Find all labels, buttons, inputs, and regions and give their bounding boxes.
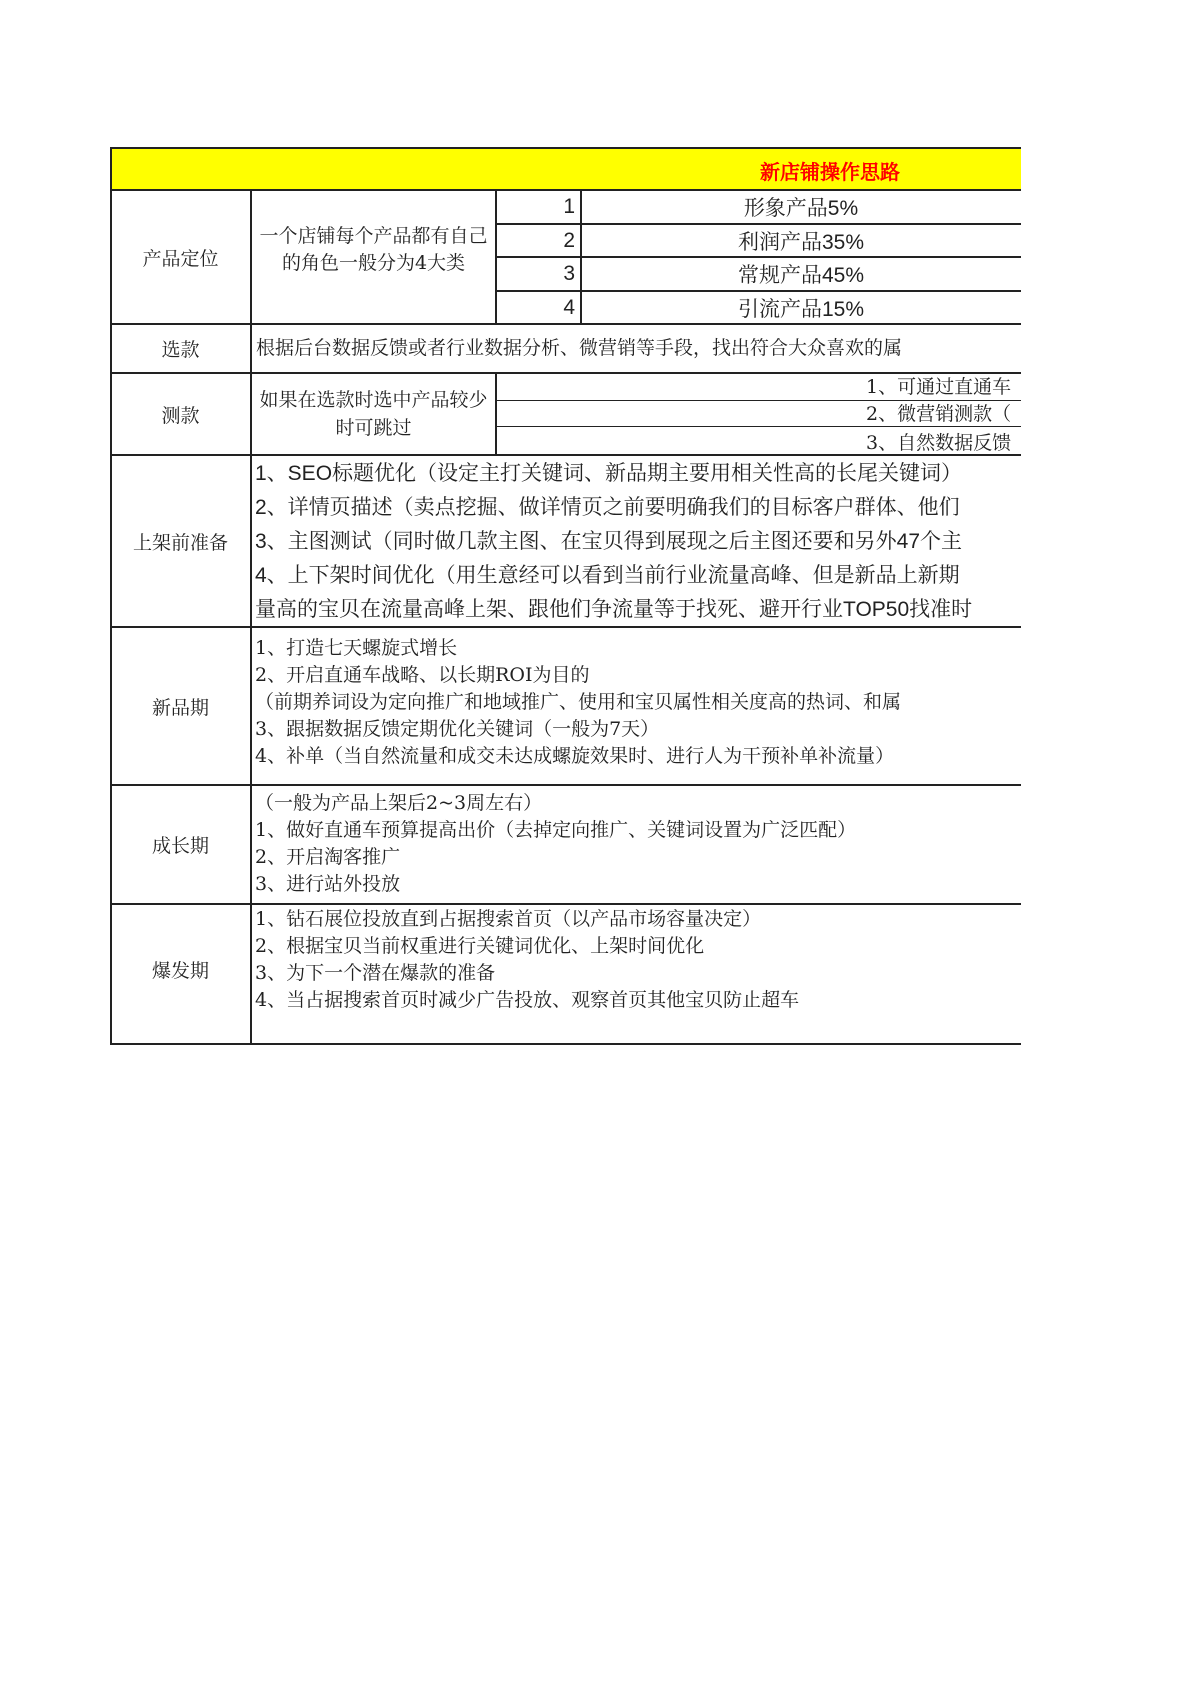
explosion-line: 3、为下一个潜在爆款的准备 bbox=[255, 962, 496, 984]
testing-item-3[interactable]: 3、自然数据反馈 bbox=[866, 432, 1012, 454]
selection-label[interactable]: 选款 bbox=[161, 339, 200, 361]
grid-line bbox=[110, 784, 1021, 786]
grid-line bbox=[580, 189, 582, 324]
positioning-item-no-1[interactable]: 1 bbox=[563, 195, 575, 218]
grid-line bbox=[496, 400, 1021, 401]
positioning-item-4[interactable]: 引流产品15% bbox=[737, 297, 865, 321]
positioning-item-2[interactable]: 利润产品35% bbox=[737, 230, 865, 254]
selection-text[interactable]: 根据后台数据反馈或者行业数据分析、微营销等手段，找出符合大众喜欢的属 bbox=[256, 337, 903, 359]
spreadsheet-table bbox=[110, 147, 1021, 1045]
prelaunch-line: 量高的宝贝在流量高峰上架、跟他们争流量等于找死、避开行业TOP50找准时 bbox=[255, 598, 973, 621]
grid-line bbox=[110, 454, 1021, 456]
sheet-title: 新店铺操作思路 bbox=[760, 160, 900, 184]
grid-line bbox=[496, 290, 1021, 292]
positioning-item-no-4[interactable]: 4 bbox=[563, 296, 575, 319]
explosion-label[interactable]: 爆发期 bbox=[151, 960, 209, 982]
new-product-label[interactable]: 新品期 bbox=[151, 696, 209, 719]
positioning-description[interactable]: 一个店铺每个产品都有自己的角色一般分为4大类 bbox=[259, 225, 488, 274]
positioning-item-no-2[interactable]: 2 bbox=[563, 229, 575, 252]
prelaunch-label[interactable]: 上架前准备 bbox=[132, 531, 228, 554]
testing-label[interactable]: 测款 bbox=[161, 404, 200, 427]
new-product-content[interactable] bbox=[253, 635, 1021, 785]
growth-line: 1、做好直通车预算提高出价（去掉定向推广、关键词设置为广泛匹配） bbox=[255, 819, 857, 841]
new-product-line: 4、补单（当自然流量和成交未达成螺旋效果时、进行人为干预补单补流量） bbox=[255, 745, 895, 767]
grid-line bbox=[110, 903, 1021, 905]
testing-item-2[interactable]: 2、微营销测款（ bbox=[866, 403, 1012, 425]
growth-line: 2、开启淘客推广 bbox=[255, 846, 401, 868]
new-product-line: （前期养词设为定向推广和地域推广、使用和宝贝属性相关度高的热词、和属 bbox=[255, 691, 902, 713]
new-product-line: 1、打造七天螺旋式增长 bbox=[255, 637, 458, 659]
explosion-line: 2、根据宝贝当前权重进行关键词优化、上架时间优化 bbox=[255, 935, 705, 957]
explosion-line: 1、钻石展位投放直到占据搜索首页（以产品市场容量决定） bbox=[255, 908, 762, 930]
grid-line bbox=[110, 323, 1021, 325]
title-cell[interactable] bbox=[110, 147, 1021, 190]
grid-line bbox=[110, 147, 1021, 149]
new-product-line: 2、开启直通车战略、以长期ROI为目的 bbox=[255, 664, 590, 686]
prelaunch-line: 1、SEO标题优化（设定主打关键词、新品期主要用相关性高的长尾关键词） bbox=[255, 462, 963, 485]
grid-line bbox=[496, 223, 1021, 225]
grid-line bbox=[110, 147, 112, 1045]
grid-line bbox=[496, 426, 1021, 427]
grid-line bbox=[495, 372, 497, 455]
grid-line bbox=[110, 1043, 1021, 1045]
growth-label[interactable]: 成长期 bbox=[151, 835, 209, 857]
grid-line bbox=[250, 189, 252, 1045]
prelaunch-content[interactable] bbox=[253, 457, 1021, 627]
positioning-item-1[interactable]: 形象产品5% bbox=[743, 197, 859, 220]
positioning-item-no-3[interactable]: 3 bbox=[563, 262, 575, 285]
positioning-item-3[interactable]: 常规产品45% bbox=[737, 264, 865, 287]
grid-line bbox=[110, 189, 1021, 191]
prelaunch-line: 2、详情页描述（卖点挖掘、做详情页之前要明确我们的目标客户群体、他们 bbox=[255, 496, 960, 519]
growth-line: （一般为产品上架后2~3周左右） bbox=[255, 792, 543, 814]
grid-line bbox=[496, 256, 1021, 258]
growth-content[interactable] bbox=[253, 790, 1021, 904]
growth-line: 3、进行站外投放 bbox=[255, 873, 401, 895]
grid-line bbox=[495, 189, 497, 324]
grid-line bbox=[110, 372, 1021, 374]
explosion-content[interactable] bbox=[253, 906, 1021, 1045]
explosion-line: 4、当占据搜索首页时减少广告投放、观察首页其他宝贝防止超车 bbox=[255, 989, 800, 1011]
prelaunch-line: 4、上下架时间优化（用生意经可以看到当前行业流量高峰、但是新品上新期 bbox=[255, 564, 960, 587]
positioning-label[interactable]: 产品定位 bbox=[142, 247, 219, 270]
testing-item-1[interactable]: 1、可通过直通车 bbox=[866, 376, 1012, 398]
testing-description[interactable]: 如果在选款时选中产品较少时可跳过 bbox=[259, 389, 488, 439]
new-product-line: 3、跟据数据反馈定期优化关键词（一般为7天） bbox=[255, 718, 660, 740]
grid-line bbox=[110, 626, 1021, 628]
prelaunch-line: 3、主图测试（同时做几款主图、在宝贝得到展现之后主图还要和另外47个主 bbox=[255, 530, 963, 553]
